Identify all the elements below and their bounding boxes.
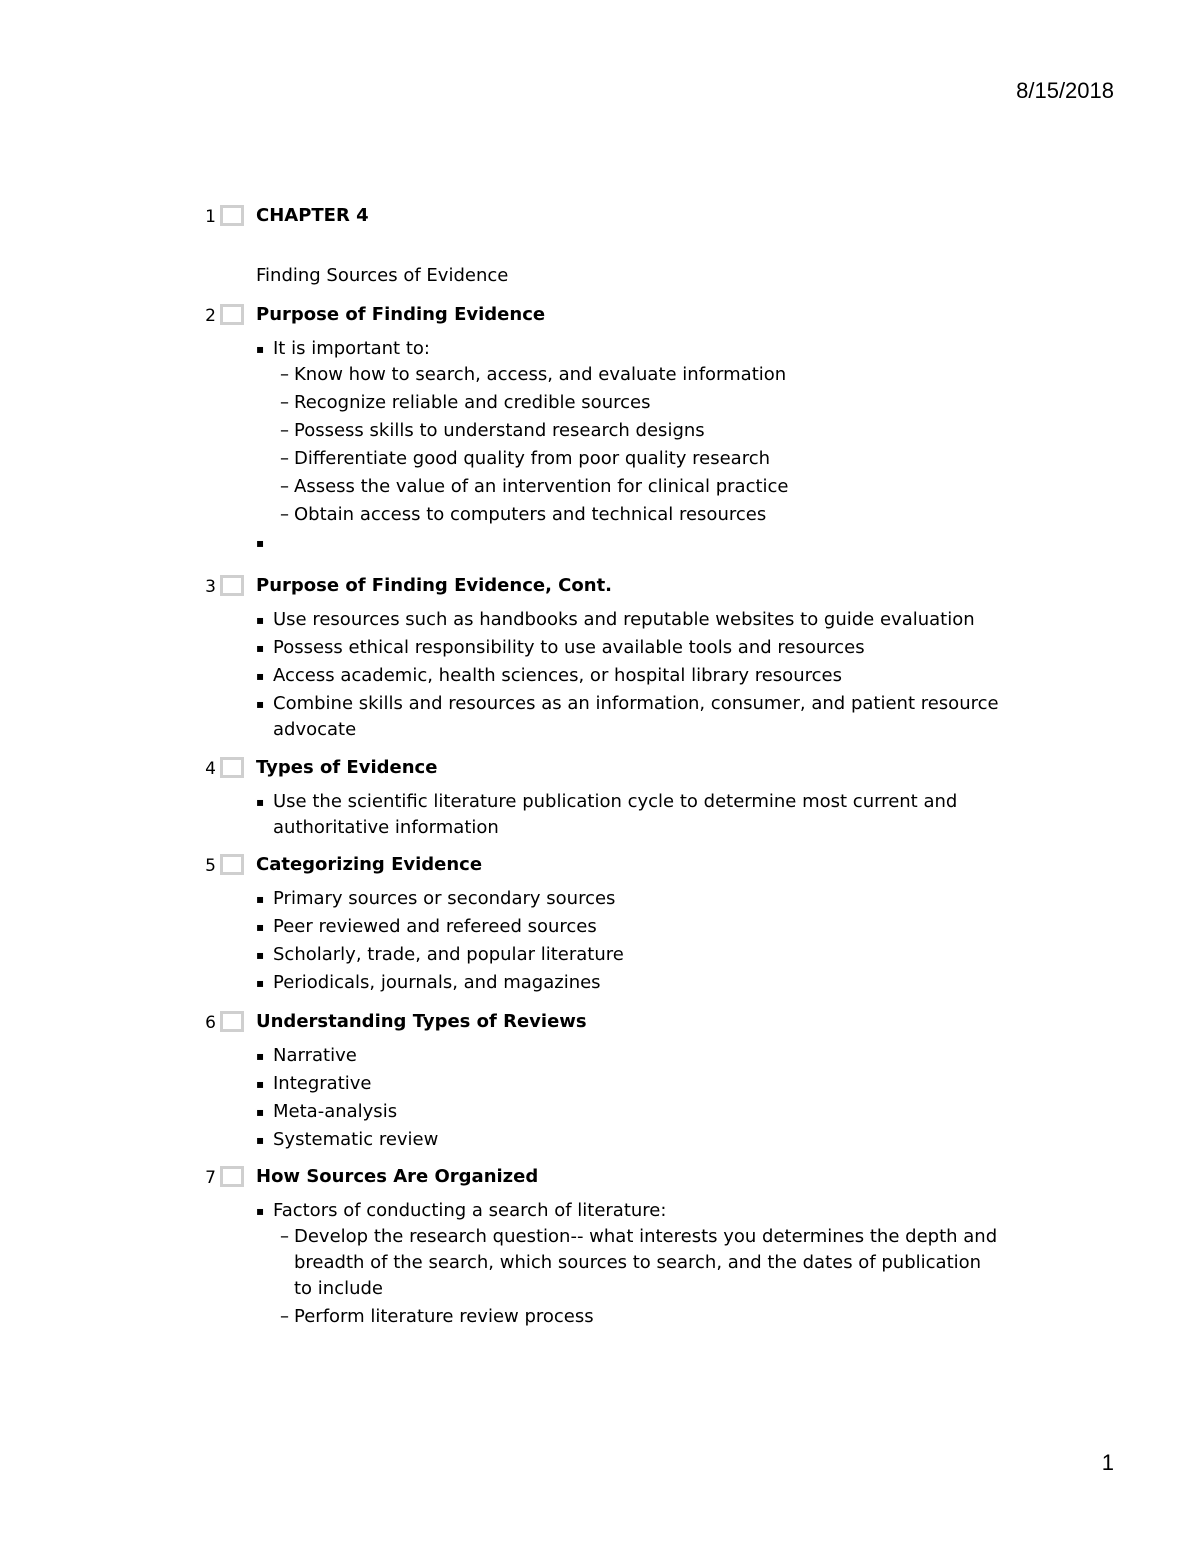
sub-bullet-text: Assess the value of an intervention for clinical practice <box>294 476 789 497</box>
bullet-item <box>256 1198 1000 1330</box>
bullet-text: Use the scientific literature publication cycle to determine most current and authoritative information <box>273 791 958 838</box>
dash-icon: – <box>280 1226 289 1247</box>
slide-header <box>200 205 1000 231</box>
slide-thumbnail <box>220 575 244 596</box>
bullet-text: Systematic review <box>273 1129 439 1150</box>
slide-thumbnail <box>220 757 244 778</box>
slide-number: 1 <box>205 207 216 227</box>
sub-bullet-list <box>273 362 1000 528</box>
slide-header <box>200 1166 1000 1192</box>
slide-thumbnail <box>220 304 244 325</box>
bullet-icon: ▪ <box>256 1105 265 1119</box>
bullet-icon: ▪ <box>256 1077 265 1091</box>
bullet-icon: ▪ <box>256 536 265 550</box>
sub-bullet-text: Know how to search, access, and evaluate information <box>294 364 787 385</box>
bullet-text: Meta-analysis <box>273 1101 398 1122</box>
sub-bullet-item <box>280 502 1000 528</box>
bullet-item <box>256 663 1000 689</box>
bullet-icon: ▪ <box>256 1133 265 1147</box>
slide-subtitle: Finding Sources of Evidence <box>256 265 509 286</box>
slide-number: 4 <box>205 759 216 779</box>
sub-bullet-item <box>280 1304 1000 1330</box>
slide-thumbnail <box>220 854 244 875</box>
sub-bullet-text: Develop the research question-- what interests you determines the depth and breadth of the search, which sources to search, and the dates of publication to include <box>294 1226 998 1299</box>
bullet-list <box>200 1043 1000 1153</box>
dash-icon: – <box>280 1306 289 1327</box>
bullet-item <box>256 635 1000 661</box>
page-date: 8/15/2018 <box>1016 78 1114 103</box>
bullet-text: Integrative <box>273 1073 372 1094</box>
bullet-list <box>200 789 1000 841</box>
bullet-icon: ▪ <box>256 795 265 809</box>
bullet-text: Access academic, health sciences, or hospital library resources <box>273 665 842 686</box>
sub-bullet-list <box>273 1224 1000 1330</box>
bullet-item <box>256 691 1000 743</box>
slide-2 <box>200 304 1000 558</box>
slide-header <box>200 854 1000 880</box>
bullet-text: Scholarly, trade, and popular literature <box>273 944 624 965</box>
slide-number: 2 <box>205 306 216 326</box>
slide-number: 5 <box>205 856 216 876</box>
bullet-item <box>256 336 1000 528</box>
slide-header <box>200 575 1000 601</box>
bullet-text: Periodicals, journals, and magazines <box>273 972 601 993</box>
dash-icon: – <box>280 504 289 525</box>
bullet-item <box>256 1071 1000 1097</box>
slide-header <box>200 757 1000 783</box>
sub-bullet-text: Differentiate good quality from poor quality research <box>294 448 771 469</box>
bullet-icon: ▪ <box>256 669 265 683</box>
bullet-item <box>256 970 1000 996</box>
bullet-item <box>256 914 1000 940</box>
sub-bullet-text: Recognize reliable and credible sources <box>294 392 651 413</box>
sub-bullet-text: Perform literature review process <box>294 1306 594 1327</box>
slide-3 <box>200 575 1000 745</box>
bullet-text: Factors of conducting a search of literature: <box>273 1200 667 1221</box>
bullet-icon: ▪ <box>256 948 265 962</box>
bullet-icon: ▪ <box>256 342 265 356</box>
bullet-text: Narrative <box>273 1045 357 1066</box>
bullet-list <box>200 336 1000 556</box>
dash-icon: – <box>280 364 289 385</box>
bullet-icon: ▪ <box>256 1204 265 1218</box>
bullet-item <box>256 1127 1000 1153</box>
slide-5 <box>200 854 1000 998</box>
bullet-item <box>256 942 1000 968</box>
bullet-item <box>256 607 1000 633</box>
sub-bullet-text: Obtain access to computers and technical resources <box>294 504 767 525</box>
slide-title: CHAPTER 4 <box>256 205 369 226</box>
slide-title: Purpose of Finding Evidence, Cont. <box>256 575 613 596</box>
bullet-icon: ▪ <box>256 920 265 934</box>
sub-bullet-text: Possess skills to understand research designs <box>294 420 705 441</box>
sub-bullet-item <box>280 362 1000 388</box>
slide-header <box>200 304 1000 330</box>
bullet-list <box>200 607 1000 743</box>
slide-1 <box>200 205 1000 286</box>
slide-thumbnail <box>220 1011 244 1032</box>
bullet-text: Possess ethical responsibility to use available tools and resources <box>273 637 865 658</box>
bullet-icon: ▪ <box>256 976 265 990</box>
bullet-item <box>256 1043 1000 1069</box>
bullet-text: Primary sources or secondary sources <box>273 888 616 909</box>
slide-title: Categorizing Evidence <box>256 854 483 875</box>
slide-title: Purpose of Finding Evidence <box>256 304 546 325</box>
slide-number: 3 <box>205 577 216 597</box>
sub-bullet-item <box>280 1224 1000 1302</box>
bullet-text: Use resources such as handbooks and reputable websites to guide evaluation <box>273 609 975 630</box>
slide-thumbnail <box>220 1166 244 1187</box>
slide-4 <box>200 757 1000 843</box>
page-number: 1 <box>1101 1450 1114 1475</box>
bullet-list <box>200 1198 1000 1330</box>
bullet-text: Peer reviewed and refereed sources <box>273 916 597 937</box>
bullet-item <box>256 886 1000 912</box>
dash-icon: – <box>280 420 289 441</box>
slide-thumbnail <box>220 205 244 226</box>
slide-title: Types of Evidence <box>256 757 438 778</box>
bullet-icon: ▪ <box>256 697 265 711</box>
slide-title: Understanding Types of Reviews <box>256 1011 587 1032</box>
bullet-item-empty <box>256 530 1000 556</box>
dash-icon: – <box>280 476 289 497</box>
dash-icon: – <box>280 392 289 413</box>
slide-number: 6 <box>205 1013 216 1033</box>
bullet-icon: ▪ <box>256 892 265 906</box>
sub-bullet-item <box>280 474 1000 500</box>
bullet-icon: ▪ <box>256 1049 265 1063</box>
slide-title: How Sources Are Organized <box>256 1166 539 1187</box>
bullet-text: It is important to: <box>273 338 430 359</box>
sub-bullet-item <box>280 390 1000 416</box>
slide-header <box>200 1011 1000 1037</box>
bullet-item <box>256 789 1000 841</box>
bullet-list <box>200 886 1000 996</box>
bullet-icon: ▪ <box>256 613 265 627</box>
sub-bullet-item <box>280 418 1000 444</box>
slide-number: 7 <box>205 1168 216 1188</box>
bullet-item <box>256 1099 1000 1125</box>
sub-bullet-item <box>280 446 1000 472</box>
dash-icon: – <box>280 448 289 469</box>
bullet-text: Combine skills and resources as an information, consumer, and patient resource advocate <box>273 693 999 740</box>
slide-7 <box>200 1166 1000 1332</box>
bullet-icon: ▪ <box>256 641 265 655</box>
slide-6 <box>200 1011 1000 1155</box>
